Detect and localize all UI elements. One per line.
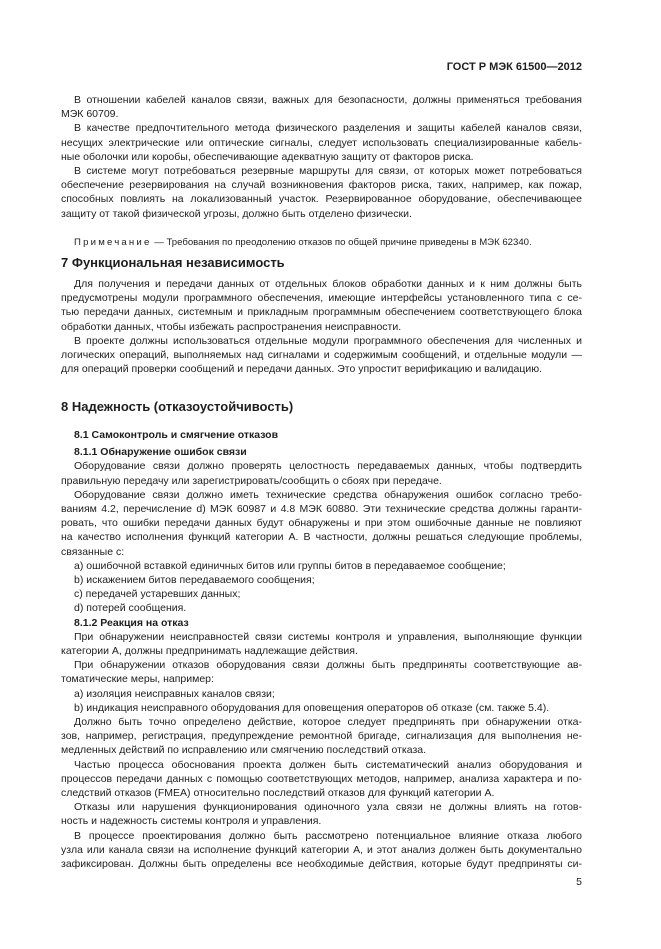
paragraph bbox=[61, 121, 582, 164]
text-line: правильную передачу или зарегистрировать/сообщить о сбоях при передаче. bbox=[61, 474, 442, 487]
page-body bbox=[61, 93, 582, 949]
text-line: процессов передачи данных с помощью соответствующих методов, например, анализа характера и по- bbox=[61, 772, 582, 785]
note bbox=[61, 236, 582, 250]
paragraph bbox=[61, 601, 582, 615]
text-line: Должно быть точно определено действие, которое следует предпринять при обнаружении отка- bbox=[74, 715, 582, 728]
text-line: b) индикация неисправного оборудования для оповещения операторов об отказе (см. также 5.4). bbox=[74, 701, 550, 714]
text-line: a) ошибочной вставкой единичных битов или группы битов в передаваемое сообщение; bbox=[74, 559, 506, 572]
text-line: зафиксирован. Должны быть определены все необходимые действия, которые будут предприняты си- bbox=[61, 857, 582, 870]
paragraph bbox=[61, 687, 582, 701]
paragraph bbox=[61, 829, 582, 872]
text-line: связанные с: bbox=[61, 545, 125, 558]
text-line: предусмотрены модули программного обеспечения, имеющие интерфейсы установленного типа с се- bbox=[61, 292, 582, 305]
text-line: a) изоляция неисправных каналов связи; bbox=[74, 687, 275, 700]
text-line: ность и надежность системы контроля и управления. bbox=[61, 815, 322, 828]
paragraph bbox=[61, 277, 582, 334]
text-blocks bbox=[61, 93, 582, 871]
text-line: логических операций, выполняемых над сигналами и содержимым сообщений, и отдельные модули — bbox=[61, 349, 582, 362]
text-line: Оборудование связи должно проверять целостность передаваемых данных, чтобы подтвердить bbox=[74, 460, 582, 473]
text-line: Для получения и передачи данных от отдельных блоков обработки данных и к ним должны быть bbox=[74, 278, 582, 291]
text-line: Частью процесса обоснования проекта должен быть систематический анализ оборудования и bbox=[74, 758, 582, 771]
paragraph bbox=[61, 164, 582, 221]
paragraph bbox=[61, 459, 582, 487]
paragraph bbox=[61, 488, 582, 559]
subsection-heading: 8.1.1 Обнаружение ошибок связи bbox=[74, 446, 247, 459]
text-line: медленных действий по исправлению или смягчению последствий отказа. bbox=[61, 744, 427, 757]
page-number: 5 bbox=[576, 876, 582, 889]
paragraph bbox=[61, 758, 582, 801]
paragraph bbox=[61, 701, 582, 715]
text-line: защиту от такой физической угрозы, должно быть отделено физически. bbox=[61, 207, 412, 220]
text-line: зов, например, регистрация, предупреждение ремонтной бригаде, сигнализация для выполнения не- bbox=[61, 730, 582, 743]
text-line: томатические меры, например: bbox=[61, 673, 214, 686]
subsection-heading: 8.1 Самоконтроль и смягчение отказов bbox=[74, 429, 279, 442]
text-line: Оборудование связи должно иметь технические средства обнаружения ошибок согласно требо- bbox=[74, 488, 582, 501]
text-line: тью передачи данных, системным и прикладным программным обеспечением соответствующего блока bbox=[61, 306, 582, 319]
text-line: ровать, что ошибки передачи данных будут обнаружены и при этом ошибочные данные не повлияют bbox=[61, 517, 582, 530]
text-line: В процессе проектирования должно быть рассмотрено потенциальное влияние отказа любого bbox=[74, 829, 582, 842]
text-line: обеспечение резервирования на случай возникновения факторов риска, таких, например, как пожар, bbox=[61, 179, 582, 192]
text-line: узла или канала связи на исполнение функций категории А, и этот анализ должен быть документально bbox=[61, 843, 582, 856]
text-line: При обнаружении отказов оборудования связи должны быть предприняты соответствующие ав- bbox=[74, 659, 582, 672]
text-line: ные оболочки или коробы, обеспечивающие адекватную защиту от факторов риска. bbox=[61, 150, 474, 163]
paragraph bbox=[61, 630, 582, 658]
text-line: В системе могут потребоваться резервные маршруты для связи, от которых может потребоваться bbox=[74, 165, 582, 178]
note-text: — Требования по преодолению отказов по общей причине приведены в МЭК 62340. bbox=[151, 236, 532, 248]
text-line: МЭК 60709. bbox=[61, 108, 119, 121]
text-line: ваниям 4.2, перечисление d) МЭК 60987 и 4.8 МЭК 60880. Эти технические средства должны гаранти- bbox=[61, 503, 582, 516]
document-designation: ГОСТ Р МЭК 61500—2012 bbox=[446, 61, 582, 73]
text-line: b) искажением битов передаваемого сообщения; bbox=[74, 574, 315, 587]
text-line: В отношении кабелей каналов связи, важных для безопасности, должны применяться требования bbox=[74, 94, 582, 106]
paragraph bbox=[61, 800, 582, 828]
text-line: В качестве предпочтительного метода физического разделения и защиты кабелей каналов связи, bbox=[74, 122, 582, 135]
section-heading: 8 Надежность (отказоустойчивость) bbox=[61, 399, 294, 415]
paragraph bbox=[61, 573, 582, 587]
text-line: для операций проверки сообщений и передачи данных. Это упростит верификацию и валидацию. bbox=[61, 363, 543, 376]
note-label: Примечание bbox=[74, 236, 152, 248]
text-line: При обнаружении неисправностей связи системы контроля и управления, выполняющие функции bbox=[74, 630, 582, 643]
text-line: категории А, должны предпринимать надлежащие действия. bbox=[61, 644, 358, 657]
text-line: В проекте должны использоваться отдельные модули программного обеспечения для численных и bbox=[74, 334, 582, 347]
paragraph bbox=[61, 334, 582, 377]
text-line: обработки данных, чтобы избежать распространения неисправности. bbox=[61, 320, 402, 333]
section-heading: 7 Функциональная независимость bbox=[61, 255, 285, 271]
paragraph bbox=[61, 715, 582, 758]
text-line: c) передачей устаревших данных; bbox=[74, 588, 241, 601]
paragraph bbox=[61, 93, 582, 121]
text-line: Отказы или нарушения функционирования одиночного узла связи не должны влиять на готов- bbox=[74, 801, 582, 814]
text-line: d) потерей сообщения. bbox=[74, 602, 187, 615]
text-line: на качество исполнения функций категории А. В частности, должны решаться следующие проблемы, bbox=[61, 531, 582, 544]
paragraph bbox=[61, 658, 582, 686]
paragraph bbox=[61, 559, 582, 573]
text-line: несущих электрические или оптические сигналы, следует использовать специализированные кабель- bbox=[61, 136, 582, 149]
subsection-heading: 8.1.2 Реакция на отказ bbox=[74, 616, 189, 629]
text-line: следствий отказов (FMEA) относительно последствий отказов для функций категории А. bbox=[61, 786, 495, 799]
paragraph bbox=[61, 587, 582, 601]
text-line: способных повлиять на локализованный участок. Резервированное оборудование, обеспечивающее bbox=[61, 193, 582, 206]
